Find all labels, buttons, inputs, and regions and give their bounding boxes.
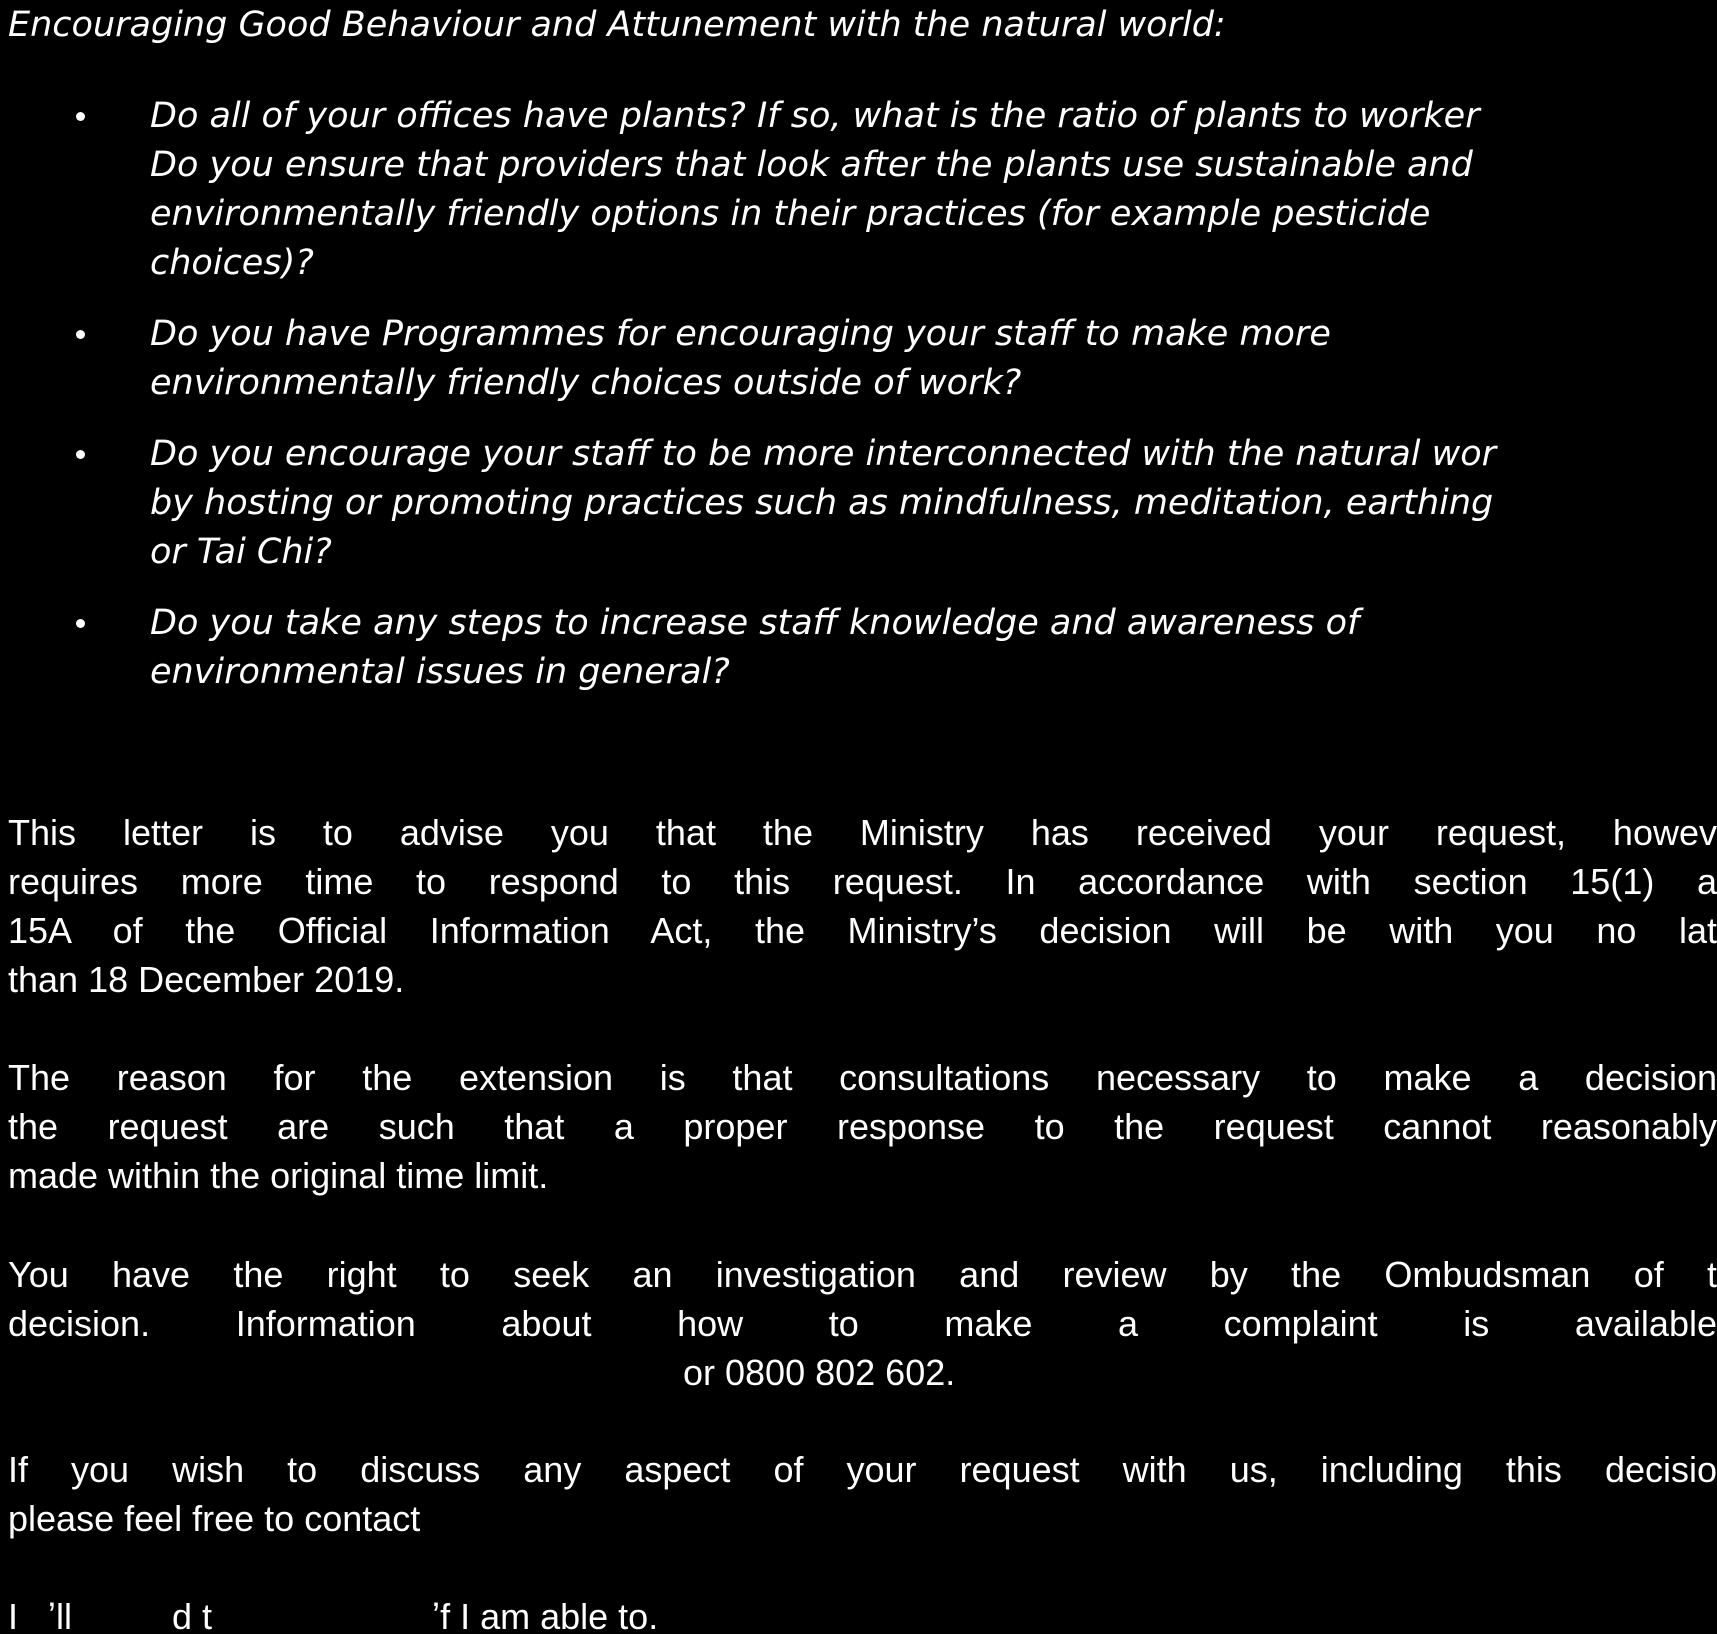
section-heading: Encouraging Good Behaviour and Attunement with the natural world: xyxy=(8,5,1226,45)
discuss-paragraph xyxy=(8,1445,1717,1543)
paragraph-line: 15A of the Official Information Act, the Ministry’s decision will be with you no lat xyxy=(8,910,1717,951)
list-item-line: environmentally friendly options in their practices (for example pesticide xyxy=(150,194,1431,234)
paragraph-line: This letter is to advise you that the Ministry has received your request, howev xyxy=(8,812,1717,853)
paragraph-line: than 18 December 2019. xyxy=(8,959,405,1000)
paragraph-line: You have the right to seek an investigation and review by the Ombudsman of t xyxy=(8,1254,1717,1295)
list-item-line: Do you encourage your staff to be more interconnected with the natural wor xyxy=(150,434,1497,474)
question-list xyxy=(0,92,1717,719)
list-item-line: Do all of your offices have plants? If so, what is the ratio of plants to worker xyxy=(150,96,1480,136)
bullet-icon xyxy=(76,112,85,121)
advise-paragraph xyxy=(8,808,1717,1004)
paragraph-line: or 0800 802 602. xyxy=(683,1352,956,1393)
bullet-icon xyxy=(76,330,85,339)
paragraph-line: decision. Information about how to make a complaint is available xyxy=(8,1303,1717,1344)
paragraph-line: the request are such that a proper response to the request cannot reasonably xyxy=(8,1106,1717,1147)
bullet-icon xyxy=(76,450,85,459)
list-item-line: Do you take any steps to increase staff knowledge and awareness of xyxy=(150,603,1360,643)
list-item xyxy=(0,310,1717,408)
list-item xyxy=(0,599,1717,697)
list-item-line: by hosting or promoting practices such as mindfulness, meditation, earthing xyxy=(150,483,1494,523)
closing-paragraph xyxy=(8,1592,1717,1634)
reason-paragraph xyxy=(8,1053,1717,1200)
paragraph-line: please feel free to contact xyxy=(8,1498,421,1539)
list-item-line: Do you have Programmes for encouraging your staff to make more xyxy=(150,314,1331,354)
list-item xyxy=(0,430,1717,577)
list-item-line: Do you ensure that providers that look after the plants use sustainable and xyxy=(150,145,1473,185)
paragraph-line: If you wish to discuss any aspect of your request with us, including this decisio xyxy=(8,1449,1717,1490)
list-item-line: choices)? xyxy=(150,243,314,283)
rights-paragraph xyxy=(8,1250,1717,1397)
paragraph-line: requires more time to respond to this request. In accordance with section 15(1) a xyxy=(8,861,1717,902)
paragraph-line: I ʼll d t ʼf I am able to. xyxy=(8,1596,659,1634)
list-item xyxy=(0,92,1717,288)
list-item-line: or Tai Chi? xyxy=(150,532,332,572)
paragraph-line: made within the original time limit. xyxy=(8,1155,549,1196)
bullet-icon xyxy=(76,619,85,628)
list-item-line: environmental issues in general? xyxy=(150,652,730,692)
list-item-line: environmentally friendly choices outside of work? xyxy=(150,363,1022,403)
paragraph-line: The reason for the extension is that consultations necessary to make a decision xyxy=(8,1057,1717,1098)
